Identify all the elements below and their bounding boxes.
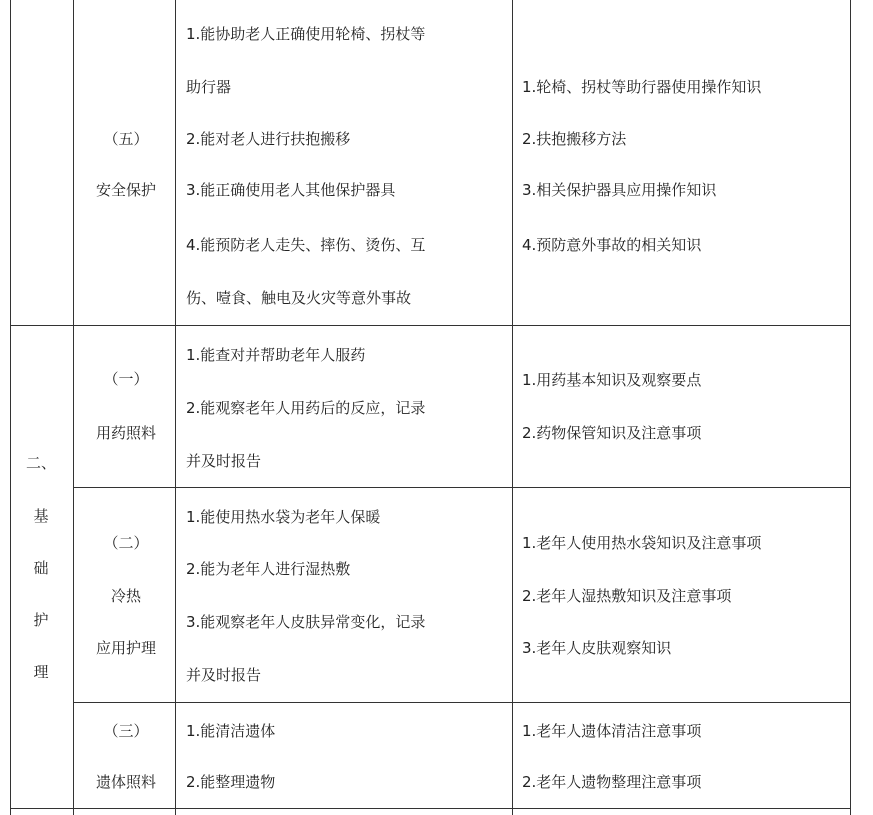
grid-line [512, 0, 513, 815]
subsection-number: （二） [103, 534, 149, 552]
grid-line [73, 0, 74, 815]
knowledge-line: 2.老年人遗物整理注意事项 [522, 773, 702, 791]
grid-line [73, 702, 851, 703]
knowledge-line: 1.老年人使用热水袋知识及注意事项 [522, 534, 762, 552]
subsection-number: （三） [103, 722, 149, 740]
knowledge-line: 3.老年人皮肤观察知识 [522, 639, 672, 657]
skill-line: 3.能正确使用老人其他保护器具 [186, 181, 396, 199]
grid-line [10, 808, 851, 809]
skill-line: 1.能查对并帮助老年人服药 [186, 346, 366, 364]
grid-line [10, 325, 851, 326]
grid-line [850, 0, 851, 815]
knowledge-line: 1.用药基本知识及观察要点 [522, 371, 702, 389]
category-text: 基 [33, 507, 49, 525]
skill-line: 并及时报告 [186, 666, 262, 684]
skill-line: 3.能观察老年人皮肤异常变化，记录 [186, 613, 426, 631]
grid-line [175, 0, 176, 815]
category-text: 础 [33, 559, 49, 577]
knowledge-line: 4.预防意外事故的相关知识 [522, 236, 702, 254]
skill-line: 1.能清洁遗体 [186, 722, 276, 740]
skill-line: 助行器 [186, 78, 232, 96]
skill-line: 1.能协助老人正确使用轮椅、拐杖等 [186, 25, 426, 43]
subsection-name: 用药照料 [95, 424, 156, 442]
skill-line: 伤、噎食、触电及火灾等意外事故 [186, 289, 412, 307]
subsection-number: （五） [103, 130, 149, 148]
skill-line: 2.能观察老年人用药后的反应，记录 [186, 399, 426, 417]
knowledge-line: 2.药物保管知识及注意事项 [522, 424, 702, 442]
category-text: 理 [33, 663, 49, 681]
skill-line: 1.能使用热水袋为老年人保暖 [186, 508, 381, 526]
knowledge-line: 1.轮椅、拐杖等助行器使用操作知识 [522, 78, 762, 96]
subsection-number: （一） [103, 370, 149, 388]
knowledge-line: 1.老年人遗体清洁注意事项 [522, 722, 702, 740]
skill-line: 并及时报告 [186, 452, 262, 470]
knowledge-line: 2.扶抱搬移方法 [522, 130, 627, 148]
skill-line: 2.能为老年人进行湿热敷 [186, 560, 351, 578]
knowledge-line: 3.相关保护器具应用操作知识 [522, 181, 717, 199]
knowledge-line: 2.老年人湿热敷知识及注意事项 [522, 587, 732, 605]
category-text: 护 [33, 611, 49, 629]
grid-line [73, 487, 851, 488]
skill-line: 2.能整理遗物 [186, 773, 276, 791]
subsection-name: 安全保护 [95, 181, 156, 199]
grid-line [10, 0, 11, 815]
subsection-name: 冷热 [110, 587, 141, 605]
category-text: 二、 [25, 454, 56, 472]
skill-line: 4.能预防老人走失、摔伤、烫伤、互 [186, 236, 426, 254]
subsection-name: 应用护理 [95, 639, 156, 657]
subsection-name: 遗体照料 [95, 773, 156, 791]
skill-line: 2.能对老人进行扶抱搬移 [186, 130, 351, 148]
